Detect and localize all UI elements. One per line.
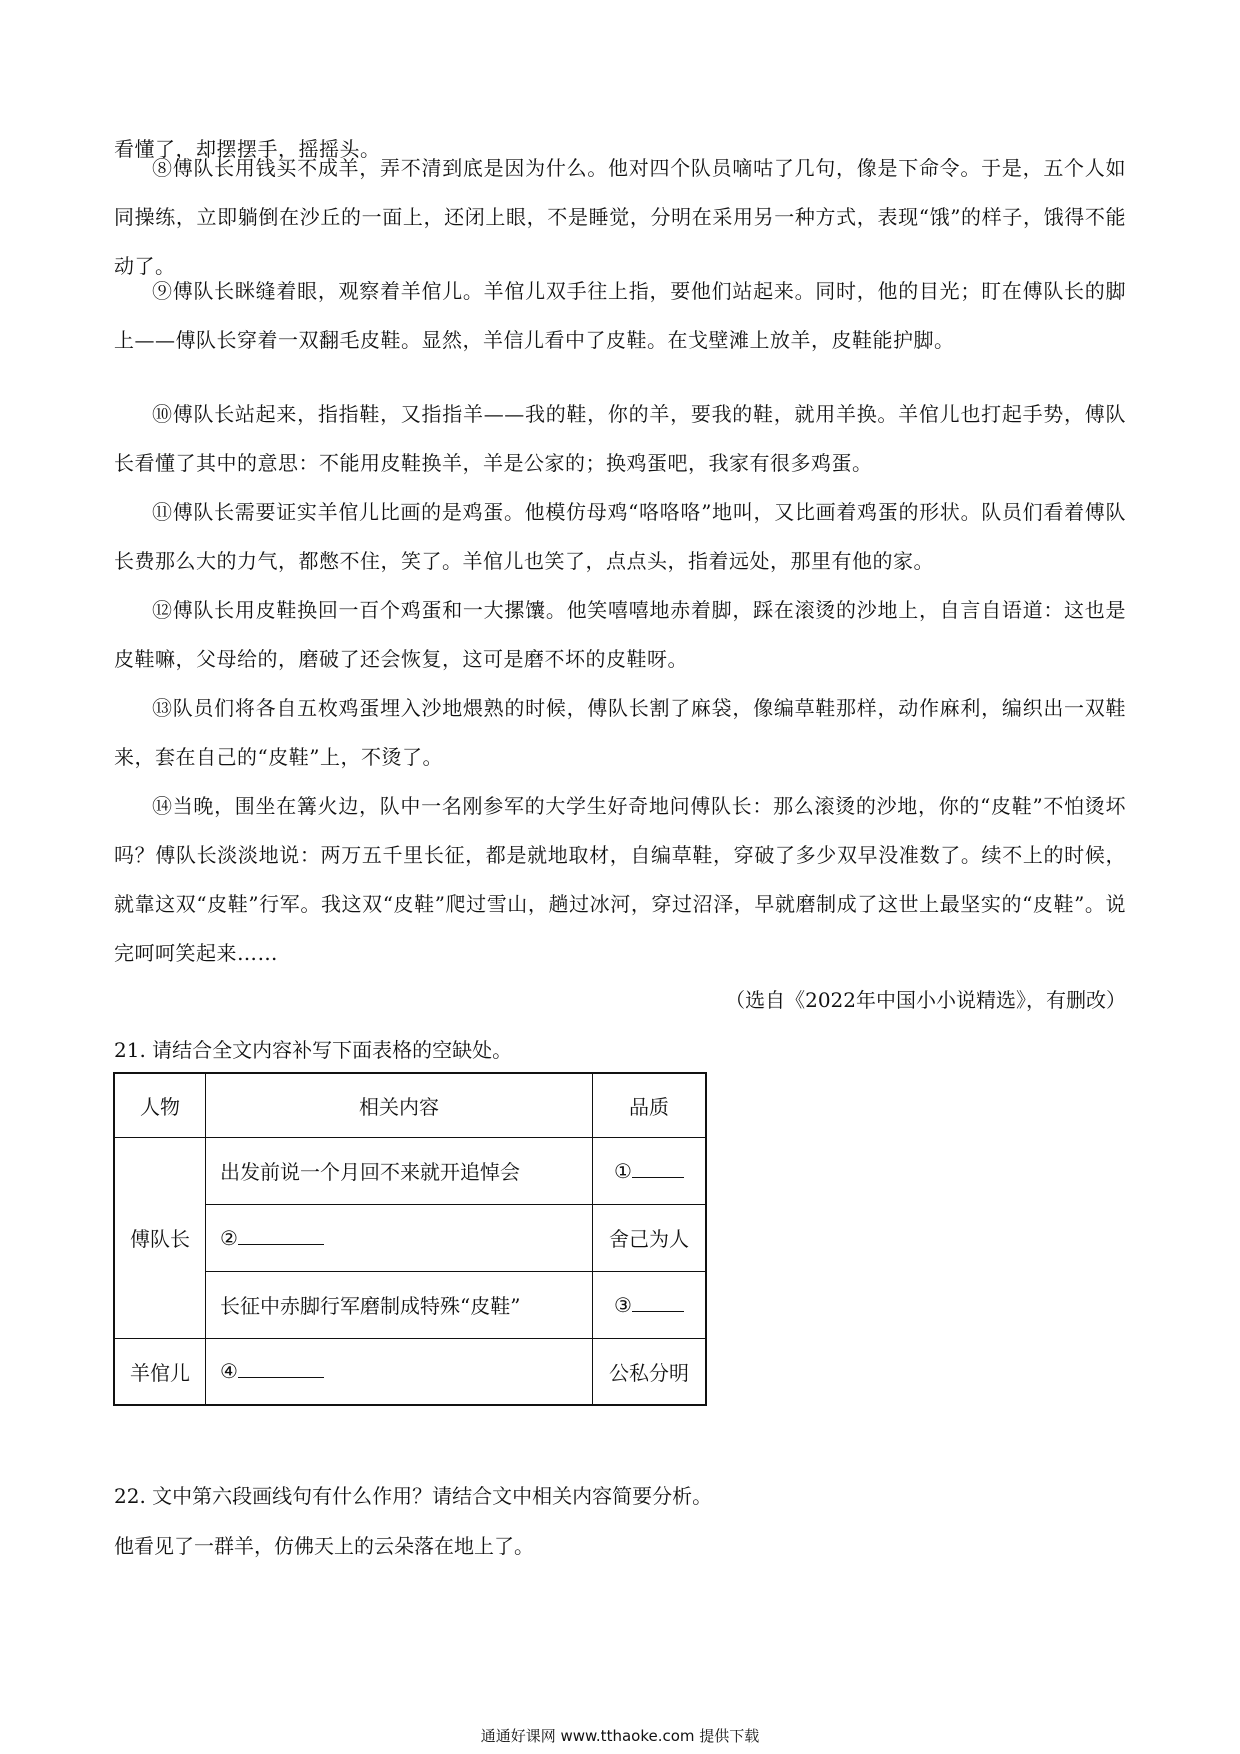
table-row [114, 1137, 706, 1204]
blank-number: ① [614, 1158, 632, 1183]
blank-number: ③ [614, 1292, 632, 1317]
paragraph-10: ⑩傅队长站起来，指指鞋，又指指羊——我的鞋，你的羊，要我的鞋，就用羊换。羊倌儿也打起手势，傅队长看懂了其中的意思：不能用皮鞋换羊，羊是公家的；换鸡蛋吧，我家有很多鸡蛋。 [114, 402, 1126, 475]
footer-watermark: 通通好课网 www.tthaoke.com 提供下载 [480, 1727, 760, 1745]
answer-blank[interactable] [238, 1363, 324, 1378]
table-row [114, 1338, 706, 1405]
quality-blank-cell[interactable] [593, 1271, 707, 1338]
paragraph-continuation: 看懂了，却摆摆手，摇摇头。 [114, 137, 381, 161]
answer-blank[interactable] [238, 1230, 324, 1245]
header-quality: 品质 [593, 1073, 707, 1137]
content-blank-cell[interactable] [206, 1204, 593, 1271]
table-header-row [114, 1073, 706, 1137]
content-cell: 出发前说一个月回不来就开追悼会 [206, 1137, 593, 1204]
quality-cell: 舍己为人 [593, 1204, 707, 1271]
answer-blank[interactable] [632, 1163, 684, 1178]
header-person: 人物 [114, 1073, 206, 1137]
header-content: 相关内容 [206, 1073, 593, 1137]
content-cell: 长征中赤脚行军磨制成特殊“皮鞋” [206, 1271, 593, 1338]
blank-number: ② [220, 1225, 238, 1250]
question-22-prompt: 22. 文中第六段画线句有什么作用？请结合文中相关内容简要分析。 [114, 1484, 713, 1508]
paragraph-9: ⑨傅队长眯缝着眼，观察着羊倌儿。羊倌儿双手往上指，要他们站起来。同时，他的目光；盯在傅队长的脚上——傅队长穿着一双翻毛皮鞋。显然，羊信儿看中了皮鞋。在戈壁滩上放羊，皮鞋能护脚。 [114, 279, 1126, 352]
person-fu: 傅队长 [114, 1137, 206, 1338]
paragraph-14: ⑭当晚，围坐在篝火边，队中一名刚参军的大学生好奇地问傅队长：那么滚烫的沙地，你的“皮鞋”不怕烫坏吗？傅队长淡淡地说：两万五千里长征，都是就地取材，自编草鞋，穿破了多少双早没准数了。续不上的时候，就靠这双“皮鞋”行军。我这双“皮鞋”爬过雪山，趟过冰河，穿过沼泽，早就磨制成了这世上最坚实的“皮鞋”。说完呵呵笑起来…… [114, 794, 1126, 965]
paragraph-11: ⑪傅队长需要证实羊倌儿比画的是鸡蛋。他模仿母鸡“咯咯咯”地叫，又比画着鸡蛋的形状。队员们看着傅队长费那么大的力气，都憋不住，笑了。羊倌儿也笑了，点点头，指着远处，那里有他的家。 [114, 500, 1126, 573]
blank-number: ④ [220, 1359, 238, 1384]
question-21-prompt: 21. 请结合全文内容补写下面表格的空缺处。 [114, 1038, 513, 1062]
person-shepherd: 羊倌儿 [114, 1338, 206, 1405]
paragraph-8: ⑧傅队长用钱买不成羊，弄不清到底是因为什么。他对四个队员嘀咕了几句，像是下命令。于是，五个人如同操练，立即躺倒在沙丘的一面上，还闭上眼，不是睡觉，分明在采用另一种方式，表现“饿”的样子，饿得不能动了。 [114, 156, 1126, 278]
quality-cell: 公私分明 [593, 1338, 707, 1405]
paragraph-13: ⑬队员们将各自五枚鸡蛋埋入沙地煨熟的时候，傅队长割了麻袋，像编草鞋那样，动作麻利，编织出一双鞋来，套在自己的“皮鞋”上，不烫了。 [114, 696, 1126, 769]
answer-blank[interactable] [632, 1297, 684, 1312]
character-table [113, 1072, 707, 1406]
quality-blank-cell[interactable] [593, 1137, 707, 1204]
question-22-sentence: 他看见了一群羊，仿佛天上的云朵落在地上了。 [114, 1534, 534, 1558]
source-citation: （选自《2022年中国小小说精选》，有删改） [725, 988, 1126, 1012]
paragraph-12: ⑫傅队长用皮鞋换回一百个鸡蛋和一大摞馕。他笑嘻嘻地赤着脚，踩在滚烫的沙地上，自言自语道：这也是皮鞋嘛，父母给的，磨破了还会恢复，这可是磨不坏的皮鞋呀。 [114, 598, 1126, 671]
content-blank-cell[interactable] [206, 1338, 593, 1405]
